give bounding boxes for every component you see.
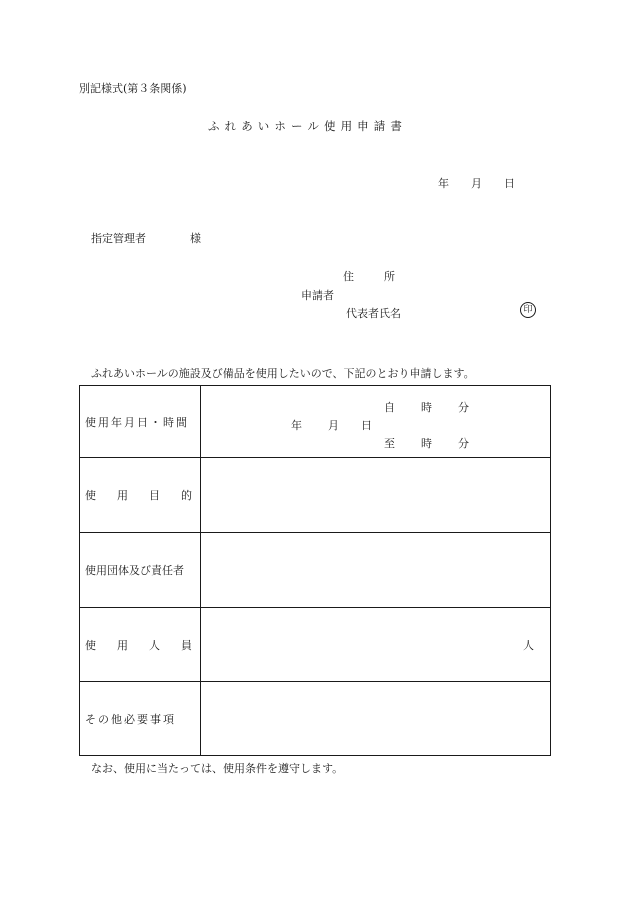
- table-row-other: [80, 682, 551, 756]
- label-organization-responsible: 使用団体及び責任者: [80, 533, 201, 608]
- start-hour-label: 時: [421, 401, 432, 414]
- usage-date-line: [291, 417, 372, 433]
- recipient-honorific: 様: [190, 232, 201, 245]
- number-of-persons-field[interactable]: [201, 608, 551, 682]
- usage-month-label: 月: [328, 419, 339, 432]
- end-hour-label: 時: [421, 437, 432, 450]
- label-other-requirements: その他必要事項: [80, 682, 201, 756]
- date-month-label: 月: [471, 177, 482, 190]
- usage-year-label: 年: [291, 419, 302, 432]
- recipient-line: [91, 230, 201, 246]
- application-table: [79, 385, 551, 756]
- label-number-of-persons: [80, 608, 201, 682]
- document-title: ふれあいホール使用申請書: [208, 119, 407, 133]
- application-date: [438, 175, 515, 191]
- intro-statement: ふれあいホールの施設及び備品を使用したいので、下記のとおり申請します。: [91, 367, 475, 380]
- label-usage-purpose: [80, 458, 201, 533]
- start-time-line: [384, 399, 469, 415]
- start-from-label: 自: [384, 401, 395, 414]
- table-row-purpose: [80, 458, 551, 533]
- label-usage-datetime: 使用年月日・時間: [80, 386, 201, 458]
- usage-purpose-field[interactable]: [201, 458, 551, 533]
- label-char: 使: [85, 638, 96, 652]
- persons-unit-label: 人: [523, 639, 534, 652]
- recipient-name: 指定管理者: [91, 232, 146, 245]
- label-char: 的: [181, 489, 192, 502]
- label-char: 用: [117, 489, 128, 502]
- usage-datetime-field[interactable]: [201, 386, 551, 458]
- label-char: 用: [117, 638, 128, 652]
- end-to-label: 至: [384, 437, 395, 450]
- label-char: 使: [85, 489, 96, 502]
- organization-responsible-field[interactable]: [201, 533, 551, 608]
- usage-day-label: 日: [361, 419, 372, 432]
- label-char: 員: [181, 638, 192, 652]
- start-minute-label: 分: [458, 401, 469, 414]
- form-reference: 別記様式(第３条関係): [79, 82, 187, 95]
- representative-name-label: 代表者氏名: [346, 307, 401, 320]
- table-row-persons: [80, 608, 551, 682]
- label-char: 人: [149, 638, 160, 652]
- label-char: 目: [149, 489, 160, 502]
- date-year-label: 年: [438, 177, 449, 190]
- table-row-organization: [80, 533, 551, 608]
- address-label: 住所: [343, 270, 425, 283]
- closing-statement: なお、使用に当たっては、使用条件を遵守します。: [91, 762, 344, 775]
- end-time-line: [384, 435, 469, 451]
- end-minute-label: 分: [458, 437, 469, 450]
- seal-mark: 印: [520, 302, 536, 318]
- table-row-datetime: [80, 386, 551, 458]
- date-day-label: 日: [504, 177, 515, 190]
- other-requirements-field[interactable]: [201, 682, 551, 756]
- applicant-label: 申請者: [301, 289, 334, 302]
